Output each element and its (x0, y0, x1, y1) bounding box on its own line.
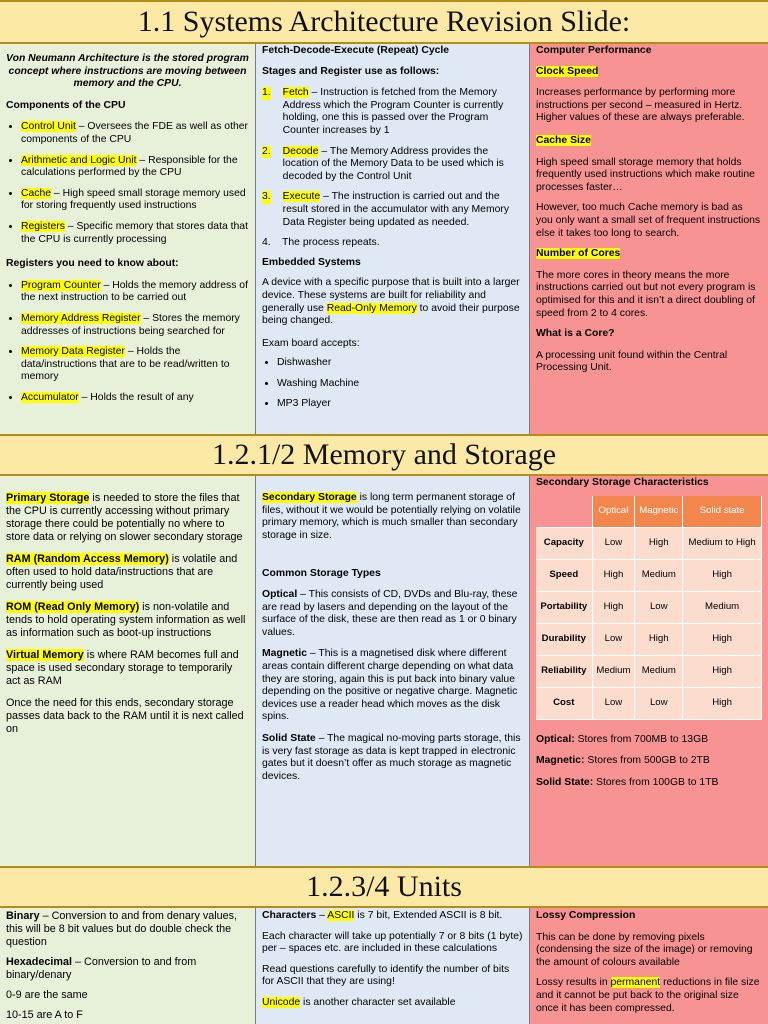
ram-text: RAM (Random Access Memory) is volatile and often used to hold data/instructions that are currently being used (6, 553, 238, 591)
section-3-title-bar (0, 866, 768, 908)
solid-state-capacity: Solid State: Stores from 100GB to 1TB (536, 776, 719, 788)
component-item: • Arithmetic and Logic Unit – Responsible for the calculations performed by the CPU (21, 155, 249, 180)
register-item: • Memory Address Register – Stores the memory addresses of instructions being searched for (21, 313, 249, 338)
table-cell: High (683, 655, 762, 687)
virtual-memory-return-text: Once the need for this ends, secondary storage passes data back to the RAM until it is next called on (6, 697, 244, 735)
table-cell: Low (592, 687, 635, 719)
table-row (536, 527, 762, 559)
stage-item: 3. Execute – The instruction is carried out and the result stored in the accumulator with any Memory Data Register being updated as needed. (262, 191, 510, 228)
s1-left-column (0, 44, 256, 434)
lossy-heading: Lossy Compression (536, 910, 636, 921)
components-list (6, 121, 249, 246)
table-row (536, 687, 762, 719)
table-row (536, 559, 762, 591)
table-cell: High (592, 559, 635, 591)
storage-characteristics-table (536, 496, 762, 720)
s2-left-column (0, 476, 256, 866)
table-cell: Medium (635, 655, 683, 687)
s2-mid-column (256, 476, 530, 866)
virtual-memory-text: Virtual Memory is where RAM becomes full and space is used secondary storage to temporarily act as RAM (6, 649, 239, 687)
section-3-title: 1.2.3/4 Units (306, 870, 462, 903)
optical-capacity: Optical: Stores from 700MB to 13GB (536, 733, 709, 745)
unicode-text: Unicode is another character set available (262, 996, 456, 1008)
embedded-text: A device with a specific purpose that is built into a larger device. These systems are built for reliability and generally use Read-Only Memory to avoid their purpose being changed. (262, 277, 520, 327)
cores-heading: Number of Cores (536, 248, 621, 260)
table-cell: High (592, 591, 635, 623)
table-row (536, 655, 762, 687)
embedded-heading: Embedded Systems (262, 256, 361, 268)
clock-text: Increases performance by performing more instructions per second – measured in Hertz. Higher values of these are always preferable. (536, 87, 745, 124)
component-item: • Control Unit – Oversees the FDE as well as other components of the CPU (21, 121, 249, 146)
row-label: Portability (536, 591, 592, 623)
character-bits-text: Each character will take up potentially 7 or 8 bits (1 byte) per – spaces etc. are included in these calculations (262, 930, 523, 955)
example-item: • Dishwasher (277, 357, 523, 370)
register-item: • Program Counter – Holds the memory address of the next instruction to be carried out (21, 280, 249, 305)
section-1-title: 1.1 Systems Architecture Revision Slide: (137, 5, 631, 38)
stage-4: 4. The process repeats. (262, 237, 380, 249)
table-row (536, 591, 762, 623)
cores-text: The more cores in theory means the more instructions carried out but not every program is optimised for this and it isn’t a direct doubling of speed from 2 to 4 cores. (536, 269, 756, 319)
registers-heading: Registers you need to know about: (6, 258, 179, 270)
table-cell: High (683, 687, 762, 719)
rom-text: ROM (Read Only Memory) is non-volatile and tends to hold operating system information as well as information such as boot-up instructions (6, 601, 246, 639)
row-label: Reliability (536, 655, 592, 687)
table-cell: Low (635, 591, 683, 623)
column-header: Optical (592, 496, 635, 528)
stage-item: 1. Fetch – Instruction is fetched from the Memory Address which the Program Counter is currently holding, one this is passed over the Program Counter increases by 1 (262, 87, 504, 136)
von-neumann-intro: Von Neumann Architecture is the stored program concept where instructions are moving between memory and the CPU. (6, 53, 249, 90)
register-item: • Accumulator – Holds the result of any (21, 392, 249, 405)
table-cell: Low (592, 527, 635, 559)
embedded-examples (262, 357, 523, 411)
table-header-row (536, 496, 762, 528)
table-cell: Low (592, 623, 635, 655)
characters-text: Characters – ASCII is 7 bit, Extended ASCII is 8 bit. (262, 910, 503, 921)
column-header: Solid state (683, 496, 762, 528)
ascii-warning-text: Read questions carefully to identify the number of bits for ASCII that they are using! (262, 963, 510, 988)
table-cell: High (635, 527, 683, 559)
exam-board-text: Exam board accepts: (262, 337, 360, 349)
hex-line-2: 10-15 are A to F (6, 1009, 83, 1021)
row-label: Speed (536, 559, 592, 591)
lossy-text-2: Lossy results in permanent reductions in file size and it cannot be put back to the original size once it has been compressed. (536, 977, 760, 1014)
fde-heading: Fetch-Decode-Execute (Repeat) Cycle (262, 45, 450, 56)
s1-right-column (530, 44, 768, 434)
solid-state-text: Solid State – The magical no-moving parts storage, this is very fast storage as data is kept trapped in electronic gates but it doesn’t offer as much storage as magnetic devices. (262, 732, 521, 782)
section-2-title: 1.2.1/2 Memory and Storage (211, 438, 557, 471)
table-cell: Medium to High (683, 527, 762, 559)
row-label: Capacity (536, 527, 592, 559)
table-cell: High (683, 559, 762, 591)
component-item: • Cache – High speed small storage memory used for storing frequently used instructions (21, 188, 249, 213)
characteristics-heading: Secondary Storage Characteristics (536, 477, 709, 488)
table-cell: High (635, 623, 683, 655)
magnetic-capacity: Magnetic: Stores from 500GB to 2TB (536, 755, 710, 767)
primary-storage-text: Primary Storage is needed to store the files that the CPU is currently accessing without primary storage there could be potentially no where to store data or relying on slower secondary storage (6, 492, 243, 543)
s3-left-column (0, 908, 256, 1024)
hex-line-1: 0-9 are the same (6, 989, 88, 1001)
table-cell: Medium (592, 655, 635, 687)
table-cell: Medium (635, 559, 683, 591)
secondary-storage-text: Secondary Storage is long term permanent storage of files, without it we would be potentially relying on volatile primary memory, which is much smaller than secondary storage in size. (262, 492, 521, 541)
example-item: • MP3 Player (277, 398, 523, 411)
example-item: • Washing Machine (277, 378, 523, 391)
register-item: • Memory Data Register – Holds the data/instructions that are to be read/written to memory (21, 346, 249, 384)
table-cell: High (683, 623, 762, 655)
core-text: A processing unit found within the Central Processing Unit. (536, 349, 728, 374)
clock-heading: Clock Speed (536, 65, 599, 77)
registers-list (6, 280, 249, 405)
components-heading: Components of the CPU (6, 99, 126, 111)
stages-list (262, 87, 523, 229)
section-2-title-bar (0, 434, 768, 476)
table-row (536, 623, 762, 655)
core-question: What is a Core? (536, 328, 615, 340)
stages-heading: Stages and Register use as follows: (262, 65, 440, 77)
component-item: • Registers – Specific memory that stores data that the CPU is currently processing (21, 221, 249, 246)
hex-text: Hexadecimal – Conversion to and from binary/denary (6, 956, 197, 981)
table-cell: Low (635, 687, 683, 719)
cache-text-2: However, too much Cache memory is bad as you only want a small set of frequent instructions else it takes too long to search. (536, 202, 761, 239)
lossy-text-1: This can be done by removing pixels (condensing the size of the image) or removing the amount of colours available (536, 931, 753, 968)
storage-types-heading: Common Storage Types (262, 568, 381, 580)
cache-heading: Cache Size (536, 134, 591, 146)
optical-text: Optical – This consists of CD, DVDs and Blu-ray, these are read by lasers and depending on the layout of the surface of the disk, these are then read as 1 or 0 binary values. (262, 588, 518, 638)
magnetic-text: Magnetic – This is a magnetised disk where different areas contain different charge depending on what data they are storing, again this is put back into binary value depending on the positive or negative charge. Magnetic devices use a reader head which moves as the disk spins. (262, 648, 518, 723)
cache-text-1: High speed small storage memory that holds frequently used instructions which make routine processes faster… (536, 156, 755, 193)
s1-mid-column (256, 44, 530, 434)
perf-heading: Computer Performance (536, 45, 652, 56)
binary-text: Binary – Conversion to and from denary values, this will be 8 bit values but do double check the question (6, 910, 238, 948)
section-1-title-bar (0, 0, 768, 44)
table-cell: Medium (683, 591, 762, 623)
row-label: Durability (536, 623, 592, 655)
row-label: Cost (536, 687, 592, 719)
s2-right-column (530, 476, 768, 866)
s3-mid-column (256, 908, 530, 1024)
s3-right-column (530, 908, 768, 1024)
stage-item: 2. Decode – The Memory Address provides the location of the Memory Data to be used which is decoded by the Control Unit (262, 145, 504, 182)
column-header: Magnetic (635, 496, 683, 528)
